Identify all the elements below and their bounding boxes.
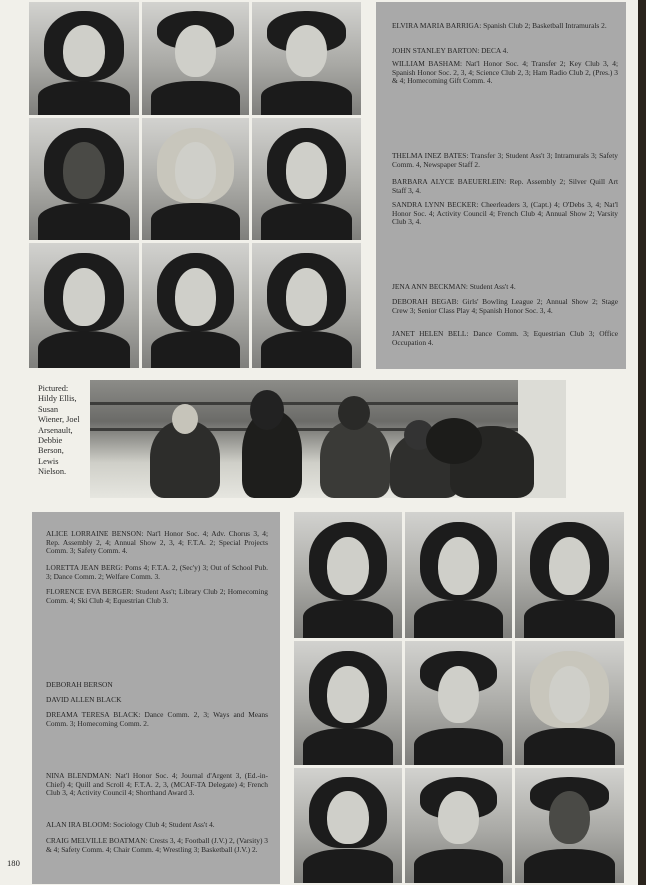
candid-caption: Pictured: Hildy Ellis, Susan Wiener, Joel Arsenault, Debbie Berson, Lewis Nielson.	[38, 384, 80, 477]
portrait-benson	[294, 512, 402, 638]
entry-berg: LORETTA JEAN BERG: Poms 4; F.T.A. 2, (Sec'y) 3; Out of School Pub. 3; Dance Comm. 2; Welfare Comm. 3.	[46, 563, 268, 581]
entry-benson: ALICE LORRAINE BENSON: Nat'l Honor Soc. 4; Adv. Chorus 3, 4; Rep. Assembly 2, 4; Annual Show 2, 3, 4; F.T.A. 2; Special Projects Comm. 3; Safety Comm. 4.	[46, 529, 268, 556]
entry-dt-black: DREAMA TERESA BLACK: Dance Comm. 2, 3; Ways and Means Comm. 3; Homecoming Comm. 2.	[46, 710, 268, 728]
portrait-d-black	[405, 641, 512, 765]
entry-becker: SANDRA LYNN BECKER: Cheerleaders 3, (Capt.) 4; O'Debs 3, 4; Nat'l Honor Soc. 4; Activity Council 4; French Club 4; Annual Show 2; Varsity Club 3, 4.	[392, 200, 618, 227]
portrait-begab	[142, 243, 249, 368]
entry-begab: DEBORAH BEGAB: Girls' Bowling League 2; Annual Show 2; Stage Crew 3; Senior Class Play 4; Spanish Honor Soc. 3, 4.	[392, 297, 618, 315]
portrait-beckman	[29, 243, 139, 368]
portrait-berson	[294, 641, 402, 765]
entry-bates: THELMA INEZ BATES: Transfer 3; Student Ass't 3; Intramurals 3; Safety Comm. 4, Newspaper Staff 2.	[392, 151, 618, 169]
entry-basham: WILLIAM BASHAM: Nat'l Honor Soc. 4; Transfer 2; Key Club 3, 4; Spanish Honor Soc. 2, 3, 4; Science Club 2, 3; Ham Radio Club 2, (Pres.) 3 & 4; Homecoming Gift Comm. 4.	[392, 59, 618, 86]
entry-bell: JANET HELEN BELL: Dance Comm. 3; Equestrian Club 3; Office Occupation 4.	[392, 329, 618, 347]
bottom-text-panel	[32, 512, 280, 884]
entry-d-black: DAVID ALLEN BLACK	[46, 695, 122, 704]
entry-bloom: ALAN IRA BLOOM: Sociology Club 4; Student Ass't 4.	[46, 820, 215, 829]
entry-barton: JOHN STANLEY BARTON: DECA 4.	[392, 46, 509, 55]
portrait-berger	[515, 512, 624, 638]
portrait-berg	[405, 512, 512, 638]
portrait-becker	[252, 118, 361, 240]
entry-beckman: JENA ANN BECKMAN: Student Ass't 4.	[392, 282, 516, 291]
portrait-bates	[29, 118, 139, 240]
entry-berger: FLORENCE EVA BERGER: Student Ass't; Library Club 2; Homecoming Comm. 4; Ski Club 4; Equestrian Club 3.	[46, 587, 268, 605]
portrait-boatman	[515, 768, 624, 883]
page-number: 180	[7, 858, 20, 868]
candid-classroom-photo	[90, 380, 566, 498]
entry-barriga: ELVIRA MARIA BARRIGA: Spanish Club 2; Basketball Intramurals 2.	[392, 21, 607, 30]
entry-blendman: NINA BLENDMAN: Nat'l Honor Soc. 4; Journal d'Argent 3, (Ed.-in-Chief) 4; Quill and Scroll 4; F.T.A. 2, 3, (MCAF-TA Delegate) 4; French Club 3, 4; Activity Council 4; Shorthand Award 3.	[46, 771, 268, 798]
top-text-panel	[376, 2, 626, 369]
entry-berson: DEBORAH BERSON	[46, 680, 113, 689]
entry-boatman: CRAIG MELVILLE BOATMAN: Crests 3, 4; Football (J.V.) 2, (Varsity) 3 & 4; Safety Comm. 4; Chair Comm. 4; Wrestling 3; Basketball (J.V.) 2.	[46, 836, 268, 854]
portrait-dt-black	[515, 641, 624, 765]
portrait-bloom	[405, 768, 512, 883]
page-edge	[638, 0, 646, 885]
portrait-barton	[142, 2, 249, 115]
portrait-bell	[252, 243, 361, 368]
portrait-baeuerlein	[142, 118, 249, 240]
portrait-blendman	[294, 768, 402, 883]
portrait-basham	[252, 2, 361, 115]
entry-baeuerlein: BARBARA ALYCE BAEUERLEIN: Rep. Assembly 2; Silver Quill Art Staff 3, 4.	[392, 177, 618, 195]
portrait-barriga	[29, 2, 139, 115]
